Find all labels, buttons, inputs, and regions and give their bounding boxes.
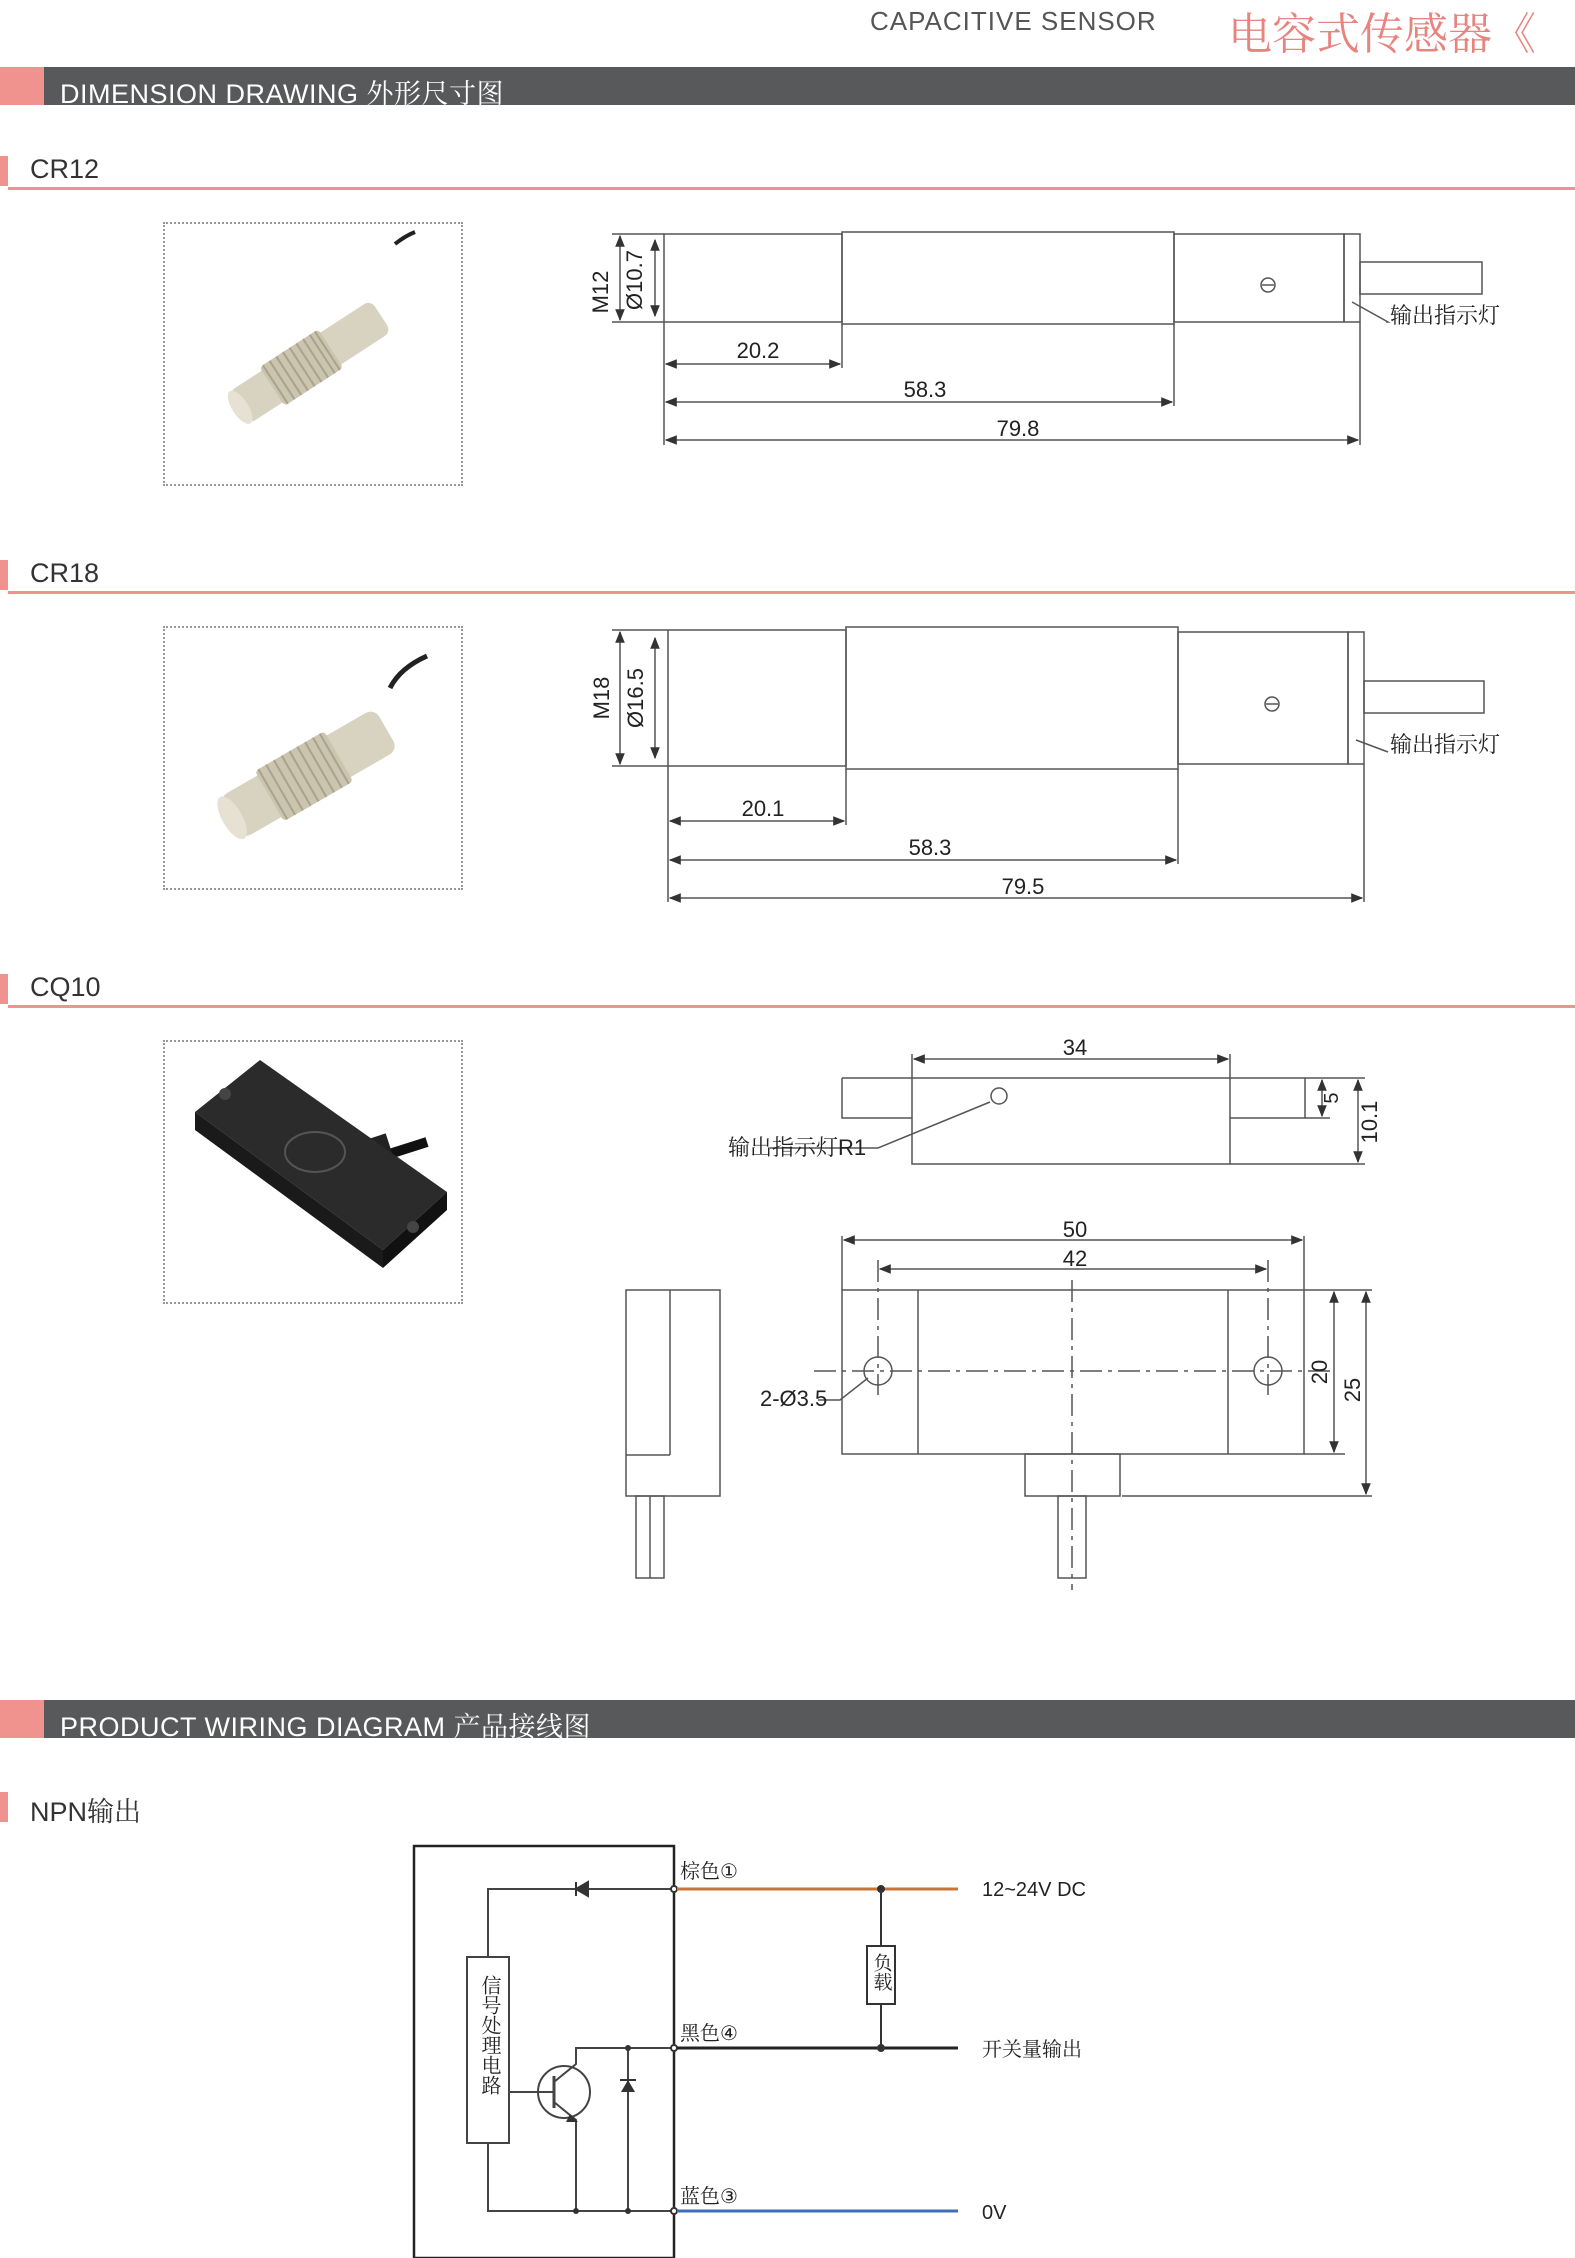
cr12-front-body bbox=[664, 234, 842, 322]
header-title-cn: 电容式传感器《 bbox=[1228, 10, 1536, 59]
zero-volt-label: 0V bbox=[982, 2202, 1007, 2224]
cq10-label: CQ10 bbox=[30, 972, 101, 1002]
cq10-side-view bbox=[626, 1290, 720, 1578]
circuit-label: 信号处理电路 bbox=[478, 1975, 500, 2095]
cr18-thread-body bbox=[846, 627, 1178, 769]
cr18-cable bbox=[1364, 681, 1484, 713]
cq10-h-body: 20 bbox=[1307, 1359, 1332, 1385]
cq10-width-total: 50 bbox=[1062, 1217, 1088, 1242]
header-title-en: CAPACITIVE SENSOR bbox=[870, 6, 1157, 36]
cr18-label: CR18 bbox=[30, 558, 100, 588]
cq10-hole-label: 2-Ø3.5 bbox=[760, 1386, 828, 1411]
cr18-dim-b: 58.3 bbox=[908, 835, 952, 860]
cr12-diameter-label: Ø10.7 bbox=[622, 250, 647, 310]
load-label: 负载 bbox=[870, 1953, 892, 1991]
black-wire-label: 黑色④ bbox=[680, 2023, 738, 2045]
cr12-cable bbox=[1360, 262, 1482, 294]
cq10-top-width: 34 bbox=[1062, 1035, 1088, 1060]
cr18-indicator-label: 输出指示灯 bbox=[1390, 732, 1501, 757]
cr12-dim-a: 20.2 bbox=[736, 338, 780, 363]
cr12-dim-b: 58.3 bbox=[903, 377, 947, 402]
cr18-dim-c: 79.5 bbox=[1001, 874, 1045, 899]
cr12-cap bbox=[1344, 234, 1360, 322]
supply-label: 12~24V DC bbox=[982, 1879, 1086, 1901]
cq10-h-full: 25 bbox=[1340, 1377, 1365, 1403]
cr18-front-body bbox=[668, 630, 846, 766]
cq10-led-icon bbox=[991, 1088, 1007, 1104]
cq10-indicator-label: 输出指示灯R1 bbox=[728, 1135, 867, 1160]
cr18-cap bbox=[1348, 632, 1364, 764]
cq10-front-view bbox=[814, 1236, 1372, 1590]
sensor-box bbox=[414, 1846, 674, 2258]
cr18-drawing bbox=[612, 627, 1484, 902]
cr12-label: CR12 bbox=[30, 154, 100, 184]
cq10-h-total: 10.1 bbox=[1357, 1100, 1382, 1144]
cr18-dim-a: 20.1 bbox=[741, 796, 785, 821]
cr12-indicator-label: 输出指示灯 bbox=[1390, 303, 1501, 328]
cr12-rear-body bbox=[1174, 234, 1344, 322]
cq10-h-small: 5 bbox=[1321, 1092, 1343, 1104]
blue-wire-label: 蓝色③ bbox=[680, 2186, 738, 2208]
cr12-thread-label: M12 bbox=[588, 270, 613, 314]
cr18-thread-label: M18 bbox=[589, 676, 614, 720]
cr18-diameter-label: Ø16.5 bbox=[623, 668, 648, 728]
cr18-rear-body bbox=[1178, 632, 1348, 764]
output-label: 开关量输出 bbox=[982, 2039, 1082, 2061]
cr12-dim-c: 79.8 bbox=[996, 416, 1040, 441]
cq10-hole-pitch: 42 bbox=[1062, 1246, 1088, 1271]
wiring-section-title: PRODUCT WIRING DIAGRAM 产品接线图 bbox=[60, 1712, 592, 1742]
brown-wire-label: 棕色① bbox=[680, 1861, 738, 1883]
cr12-thread-body bbox=[842, 232, 1174, 324]
npn-label: NPN输出 bbox=[30, 1797, 142, 1827]
dimension-section-title: DIMENSION DRAWING 外形尺寸图 bbox=[60, 79, 505, 109]
